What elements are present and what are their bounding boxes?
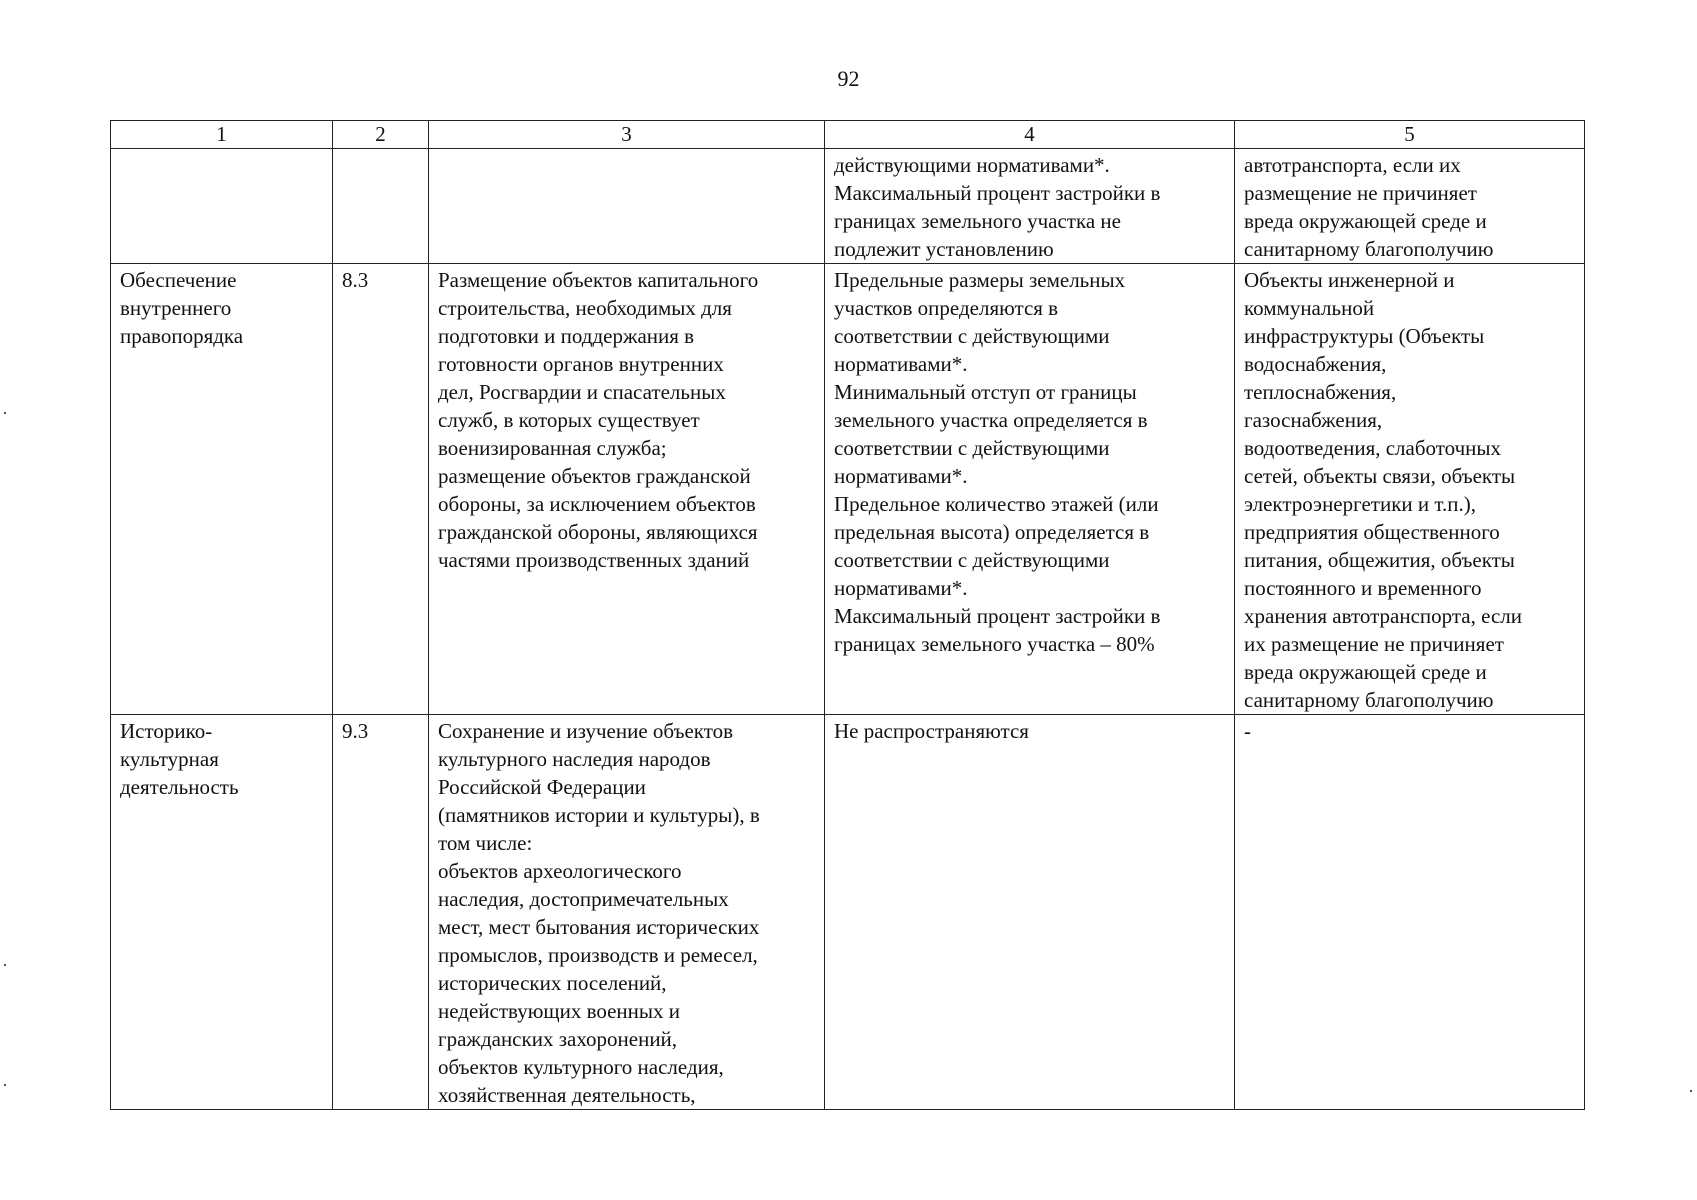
text-line: земельного участка определяется в	[834, 408, 1148, 432]
use-name-cell	[111, 264, 333, 715]
text-line: служб, в которых существует	[438, 408, 700, 432]
parameters-cell	[825, 715, 1235, 1110]
text-line: Предельное количество этажей (или	[834, 492, 1159, 516]
text-line: санитарному благополучию	[1244, 688, 1494, 712]
text-line: Сохранение и изучение объектов	[438, 719, 734, 743]
text-line: объектов археологического	[438, 859, 682, 883]
table-row-historical-cultural	[111, 715, 1585, 1110]
text-line: наследия, достопримечательных	[438, 887, 729, 911]
text-line: водоснабжения,	[1244, 352, 1387, 376]
use-description-cell	[429, 149, 825, 264]
column-header-3: 3	[429, 121, 825, 149]
text-line: недействующих военных и	[438, 999, 680, 1023]
parameters-cell	[825, 149, 1235, 264]
allowed-objects-cell	[1235, 715, 1585, 1110]
use-code-cell	[333, 149, 429, 264]
text-line: Размещение объектов капитального	[438, 268, 759, 292]
text-line: автотранспорта, если их	[1244, 153, 1461, 177]
text-line: строительства, необходимых для	[438, 296, 732, 320]
text-line: нормативами*.	[834, 352, 968, 376]
text-line: готовности органов внутренних	[438, 352, 724, 376]
text-line: постоянного и временного	[1244, 576, 1482, 600]
text-line: частями производственных зданий	[438, 548, 750, 572]
use-description-cell	[429, 264, 825, 715]
zoning-regulations-table	[110, 120, 1585, 1110]
text-line: нормативами*.	[834, 464, 968, 488]
text-line: соответствии с действующими	[834, 436, 1110, 460]
text-line: размещение не причиняет	[1244, 181, 1477, 205]
text-line: электроэнергетики и т.п.),	[1244, 492, 1476, 516]
text-line: Российской Федерации	[438, 775, 646, 799]
text-line: подготовки и поддержания в	[438, 324, 695, 348]
text-line: газоснабжения,	[1244, 408, 1383, 432]
scan-mark	[1690, 1090, 1692, 1092]
scan-mark	[4, 964, 6, 966]
table-row-continuation	[111, 149, 1585, 264]
text-line: хранения автотранспорта, если	[1244, 604, 1523, 628]
use-description-cell	[429, 715, 825, 1110]
text-line: Обеспечение	[120, 268, 237, 292]
use-code-cell: 8.3	[333, 264, 429, 715]
text-line: границах земельного участка не	[834, 209, 1121, 233]
text-line: мест, мест бытования исторических	[438, 915, 760, 939]
text-line: хозяйственная деятельность,	[438, 1083, 696, 1107]
text-line: (памятников истории и культуры), в	[438, 803, 760, 827]
text-line: правопорядка	[120, 324, 244, 348]
text-line: Предельные размеры земельных	[834, 268, 1126, 292]
text-line: границах земельного участка – 80%	[834, 632, 1155, 656]
text-line: промыслов, производств и ремесел,	[438, 943, 758, 967]
text-line: культурная	[120, 747, 219, 771]
parameters-cell	[825, 264, 1235, 715]
column-header-1: 1	[111, 121, 333, 149]
allowed-objects-cell	[1235, 149, 1585, 264]
text-line: исторических поселений,	[438, 971, 667, 995]
text-line: их размещение не причиняет	[1244, 632, 1504, 656]
text-line: дел, Росгвардии и спасательных	[438, 380, 726, 404]
text-line: Объекты инженерной и	[1244, 268, 1455, 292]
text-line: предельная высота) определяется в	[834, 520, 1150, 544]
page-number: 92	[837, 66, 860, 91]
text-line: Максимальный процент застройки в	[834, 604, 1161, 628]
text-line: внутреннего	[120, 296, 232, 320]
text-line: обороны, за исключением объектов	[438, 492, 756, 516]
text-line: том числе:	[438, 831, 533, 855]
use-code-cell: 9.3	[333, 715, 429, 1110]
text-line: Максимальный процент застройки в	[834, 181, 1161, 205]
text-line: соответствии с действующими	[834, 324, 1110, 348]
text-line: участков определяются в	[834, 296, 1059, 320]
text-line: нормативами*.	[834, 576, 968, 600]
table-header-row	[111, 121, 1585, 149]
text-line: водоотведения, слаботочных	[1244, 436, 1502, 460]
text-line: подлежит установлению	[834, 237, 1054, 261]
text-line: -	[1244, 719, 1251, 743]
text-line: деятельность	[120, 775, 239, 799]
text-line: Историко-	[120, 719, 213, 743]
allowed-objects-cell	[1235, 264, 1585, 715]
text-line: размещение объектов гражданской	[438, 464, 751, 488]
text-line: военизированная служба;	[438, 436, 667, 460]
text-line: теплоснабжения,	[1244, 380, 1397, 404]
table-row-internal-order	[111, 264, 1585, 715]
column-header-4: 4	[825, 121, 1235, 149]
text-line: предприятия общественного	[1244, 520, 1500, 544]
text-line: вреда окружающей среде и	[1244, 660, 1487, 684]
text-line: санитарному благополучию	[1244, 237, 1494, 261]
text-line: гражданских захоронений,	[438, 1027, 678, 1051]
text-line: действующими нормативами*.	[834, 153, 1110, 177]
column-header-2: 2	[333, 121, 429, 149]
text-line: соответствии с действующими	[834, 548, 1110, 572]
use-name-cell	[111, 715, 333, 1110]
scan-mark	[4, 1084, 6, 1086]
text-line: гражданской обороны, являющихся	[438, 520, 758, 544]
text-line: объектов культурного наследия,	[438, 1055, 724, 1079]
text-line: сетей, объекты связи, объекты	[1244, 464, 1516, 488]
text-line: питания, общежития, объекты	[1244, 548, 1515, 572]
text-line: вреда окружающей среде и	[1244, 209, 1487, 233]
text-line: коммунальной	[1244, 296, 1375, 320]
scan-mark	[4, 412, 6, 414]
column-header-5: 5	[1235, 121, 1585, 149]
use-name-cell	[111, 149, 333, 264]
text-line: инфраструктуры (Объекты	[1244, 324, 1485, 348]
text-line: Не распространяются	[834, 719, 1029, 743]
text-line: культурного наследия народов	[438, 747, 711, 771]
text-line: Минимальный отступ от границы	[834, 380, 1137, 404]
